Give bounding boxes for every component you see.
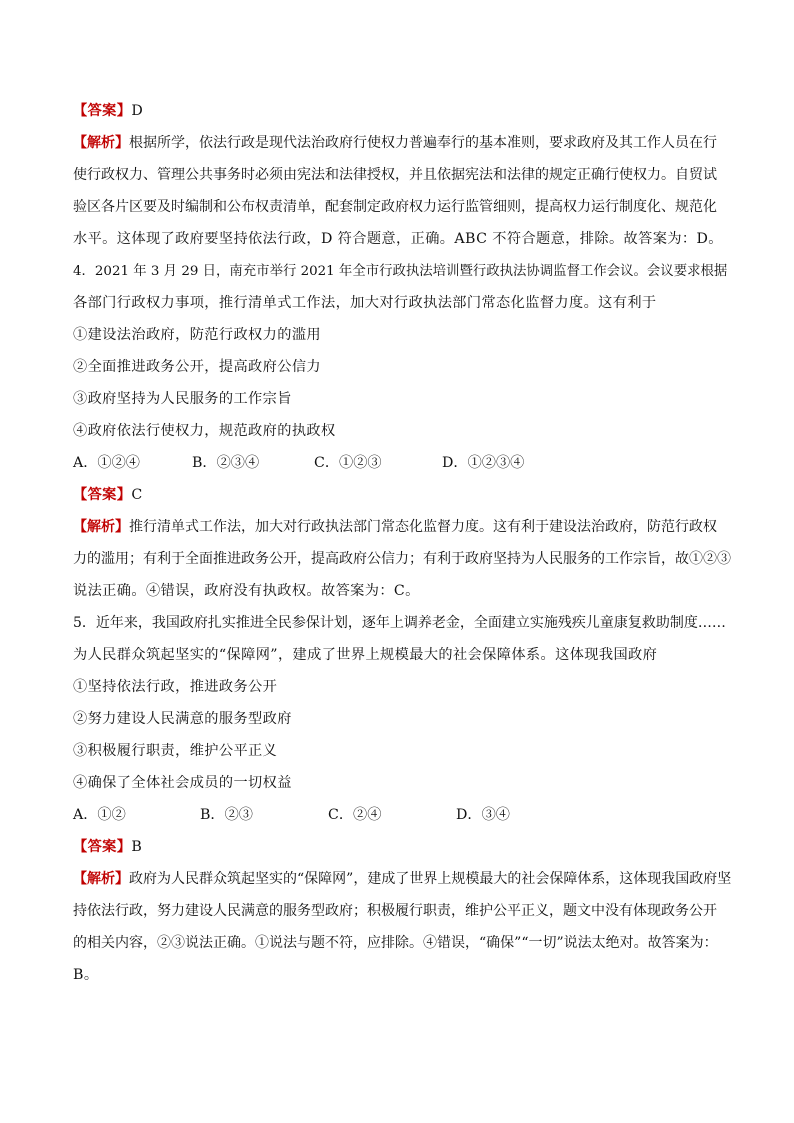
question-5-stem: 5．近年来，我国政府扎实推进全民参保计划，逐年上调养老金，全面建立实施残疾儿童康复救助制度…… — [73, 615, 726, 631]
option-a: A．①② — [73, 807, 126, 823]
analysis-line: 【解析】根据所学，依法行政是现代法治政府行使权力普遍奉行的基本准则，要求政府及其工作人员在行 — [73, 135, 717, 151]
option-b: B．②③ — [200, 807, 253, 823]
statement-item: ③政府坚持为人民服务的工作宗旨 — [73, 391, 292, 407]
answer-label: 【答案】 — [73, 487, 132, 503]
analysis-line: B。 — [73, 967, 99, 983]
analysis-line: 【解析】政府为人民群众筑起坚实的“保障网”，建成了世界上规模最大的社会保障体系，这体现我国政府坚 — [73, 871, 732, 887]
analysis-label: 【解析】 — [73, 519, 129, 535]
analysis-line: 持依法行政，努力建设人民满意的服务型政府；积极履行职责，维护公平正义，题文中没有体现政务公开 — [73, 903, 717, 919]
analysis-line: 水平。这体现了政府要坚持依法行政，D 符合题意，正确。ABC 不符合题意，排除。故答案为：D。 — [73, 231, 723, 247]
statement-item: ①坚持依法行政，推进政务公开 — [73, 679, 278, 695]
answer-value: B — [131, 839, 143, 855]
analysis-line: 使行政权力、管理公共事务时必须由宪法和法律授权，并且依据宪法和法律的规定正确行使权力。自贸试 — [73, 167, 717, 183]
question-4-stem: 各部门行政权力事项，推行清单式工作法，加大对行政执法部门常态化监督力度。这有利于 — [73, 295, 657, 311]
answer-value: D — [131, 103, 144, 119]
statement-item: ④政府依法行使权力，规范政府的执政权 — [73, 423, 336, 439]
analysis-line: 验区各片区要及时编制和公布权责清单，配套制定政府权力运行监管细则，提高权力运行制度化、规范化 — [73, 199, 717, 215]
analysis-line: 力的滥用；有利于全面推进政务公开，提高政府公信力；有利于政府坚持为人民服务的工作宗旨，故①②③ — [73, 551, 731, 567]
answer-value: C — [131, 487, 143, 503]
option-c: C．①②③ — [314, 455, 382, 471]
statement-item: ④确保了全体社会成员的一切权益 — [73, 775, 292, 791]
option-b: B．②③④ — [192, 455, 260, 471]
answer-label: 【答案】 — [73, 839, 132, 855]
option-c: C．②④ — [328, 807, 382, 823]
question-4-stem: 4．2021 年 3 月 29 日，南充市举行 2021 年全市行政执法培训暨行政执法协调监督工作会议。会议要求根据 — [73, 264, 728, 279]
analysis-line: 的相关内容，②③说法正确。①说法与题不符，应排除。④错误，“确保”“一切”说法太绝对。故答案为： — [73, 935, 718, 951]
analysis-label: 【解析】 — [73, 871, 129, 887]
analysis-line: 【解析】推行清单式工作法，加大对行政执法部门常态化监督力度。这有利于建设法治政府，防范行政权 — [73, 519, 717, 535]
statement-item: ②全面推进政务公开，提高政府公信力 — [73, 359, 321, 375]
statement-item: ③积极履行职责，维护公平正义 — [73, 743, 278, 759]
option-d: D．③④ — [456, 807, 510, 823]
answer-label: 【答案】 — [73, 103, 132, 119]
question-5-stem: 为人民群众筑起坚实的“保障网”，建成了世界上规模最大的社会保障体系。这体现我国政府 — [73, 647, 658, 663]
analysis-line: 说法正确。④错误，政府没有执政权。故答案为：C。 — [73, 583, 420, 599]
analysis-label: 【解析】 — [73, 135, 129, 151]
answer-line-4 — [73, 484, 143, 504]
answer-line-1 — [73, 100, 143, 120]
option-a: A．①②④ — [73, 455, 140, 471]
statement-item: ①建设法治政府，防范行政权力的滥用 — [73, 327, 321, 343]
statement-item: ②努力建设人民满意的服务型政府 — [73, 711, 292, 727]
option-d: D．①②③④ — [442, 455, 525, 471]
answer-line-5 — [73, 836, 142, 856]
